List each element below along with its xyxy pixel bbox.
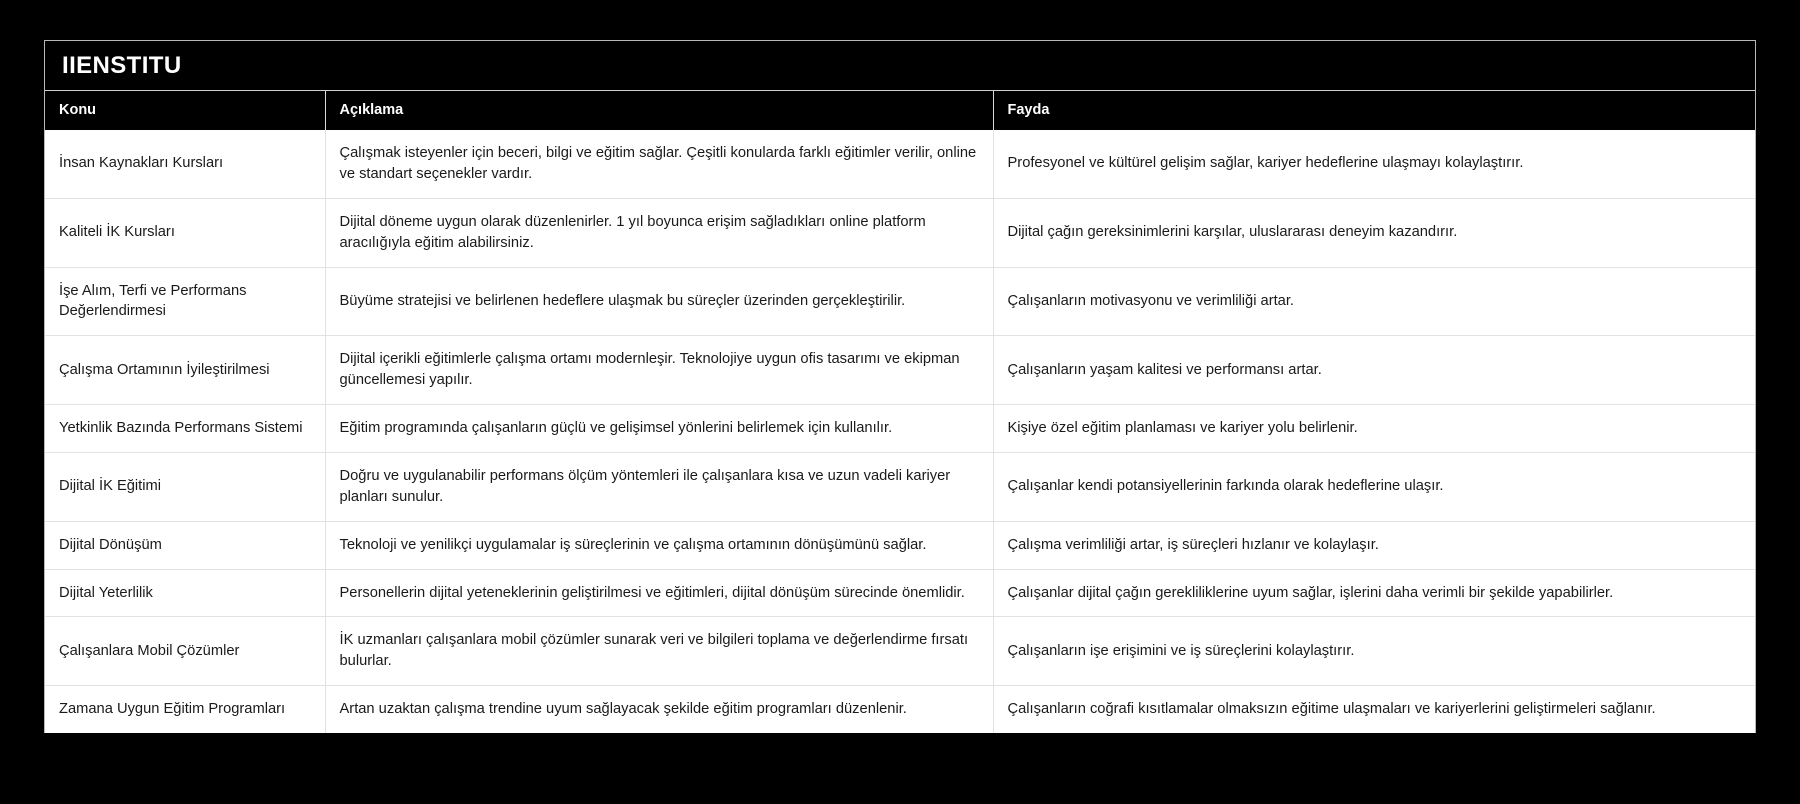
table-row bbox=[45, 267, 1755, 336]
table-cell-konu: Zamana Uygun Eğitim Programları bbox=[45, 686, 325, 733]
table-row bbox=[45, 686, 1755, 733]
table-cell-aciklama: Eğitim programında çalışanların güçlü ve gelişimsel yönlerini belirlemek için kullanılır. bbox=[325, 405, 993, 453]
brand-bar bbox=[45, 41, 1755, 91]
table-frame bbox=[44, 40, 1756, 733]
column-header-aciklama: Açıklama bbox=[325, 91, 993, 130]
table-cell-konu: Çalışanlara Mobil Çözümler bbox=[45, 617, 325, 686]
table-cell-konu: Dijital İK Eğitimi bbox=[45, 452, 325, 521]
table-row bbox=[45, 521, 1755, 569]
table-cell-fayda: Çalışma verimliliği artar, iş süreçleri hızlanır ve kolaylaşır. bbox=[993, 521, 1755, 569]
table-cell-fayda: Çalışanlar kendi potansiyellerinin farkında olarak hedeflerine ulaşır. bbox=[993, 452, 1755, 521]
table-row bbox=[45, 617, 1755, 686]
table-row bbox=[45, 336, 1755, 405]
table-cell-aciklama: Teknoloji ve yenilikçi uygulamalar iş süreçlerinin ve çalışma ortamının dönüşümünü sağlar. bbox=[325, 521, 993, 569]
table-cell-aciklama: Doğru ve uygulanabilir performans ölçüm yöntemleri ile çalışanlara kısa ve uzun vadeli kariyer planları sunulur. bbox=[325, 452, 993, 521]
table-cell-konu: Çalışma Ortamının İyileştirilmesi bbox=[45, 336, 325, 405]
table-row bbox=[45, 130, 1755, 198]
table-cell-konu: Dijital Yeterlilik bbox=[45, 569, 325, 617]
table-row bbox=[45, 569, 1755, 617]
table-cell-konu: İnsan Kaynakları Kursları bbox=[45, 130, 325, 198]
table-cell-konu: Kaliteli İK Kursları bbox=[45, 198, 325, 267]
table-row bbox=[45, 198, 1755, 267]
table-cell-fayda: Çalışanların motivasyonu ve verimliliği artar. bbox=[993, 267, 1755, 336]
hr-topics-table bbox=[45, 91, 1755, 733]
table-cell-aciklama: Dijital döneme uygun olarak düzenlenirler. 1 yıl boyunca erişim sağladıkları online platform aracılığıyla eğitim alabilirsiniz. bbox=[325, 198, 993, 267]
table-cell-fayda: Çalışanların coğrafi kısıtlamalar olmaksızın eğitime ulaşmaları ve kariyerlerini geliştirmeleri sağlanır. bbox=[993, 686, 1755, 733]
column-header-konu: Konu bbox=[45, 91, 325, 130]
table-cell-aciklama: Artan uzaktan çalışma trendine uyum sağlayacak şekilde eğitim programları düzenlenir. bbox=[325, 686, 993, 733]
table-cell-aciklama: Büyüme stratejisi ve belirlenen hedeflere ulaşmak bu süreçler üzerinden gerçekleştirilir. bbox=[325, 267, 993, 336]
table-cell-fayda: Çalışanların yaşam kalitesi ve performansı artar. bbox=[993, 336, 1755, 405]
table-cell-aciklama: Çalışmak isteyenler için beceri, bilgi ve eğitim sağlar. Çeşitli konularda farklı eğitimler verilir, online ve standart seçenekler vardır. bbox=[325, 130, 993, 198]
table-body bbox=[45, 130, 1755, 733]
table-cell-fayda: Çalışanların işe erişimini ve iş süreçlerini kolaylaştırır. bbox=[993, 617, 1755, 686]
table-row bbox=[45, 452, 1755, 521]
table-cell-fayda: Dijital çağın gereksinimlerini karşılar, uluslararası deneyim kazandırır. bbox=[993, 198, 1755, 267]
table-cell-aciklama: Dijital içerikli eğitimlerle çalışma ortamı modernleşir. Teknolojiye uygun ofis tasarımı ve ekipman güncellemesi yapılır. bbox=[325, 336, 993, 405]
table-cell-fayda: Profesyonel ve kültürel gelişim sağlar, kariyer hedeflerine ulaşmayı kolaylaştırır. bbox=[993, 130, 1755, 198]
table-header-row bbox=[45, 91, 1755, 130]
column-header-fayda: Fayda bbox=[993, 91, 1755, 130]
table-cell-aciklama: İK uzmanları çalışanlara mobil çözümler sunarak veri ve bilgileri toplama ve değerlendirme fırsatı bulurlar. bbox=[325, 617, 993, 686]
table-cell-fayda: Çalışanlar dijital çağın gerekliliklerine uyum sağlar, işlerini daha verimli bir şekilde yapabilirler. bbox=[993, 569, 1755, 617]
table-cell-konu: Yetkinlik Bazında Performans Sistemi bbox=[45, 405, 325, 453]
table-row bbox=[45, 405, 1755, 453]
brand-title: IIENSTITU bbox=[62, 51, 182, 79]
table-cell-aciklama: Personellerin dijital yeteneklerinin geliştirilmesi ve eğitimleri, dijital dönüşüm sürecinde önemlidir. bbox=[325, 569, 993, 617]
table-cell-konu: İşe Alım, Terfi ve Performans Değerlendirmesi bbox=[45, 267, 325, 336]
table-header bbox=[45, 91, 1755, 130]
table-cell-konu: Dijital Dönüşüm bbox=[45, 521, 325, 569]
table-cell-fayda: Kişiye özel eğitim planlaması ve kariyer yolu belirlenir. bbox=[993, 405, 1755, 453]
